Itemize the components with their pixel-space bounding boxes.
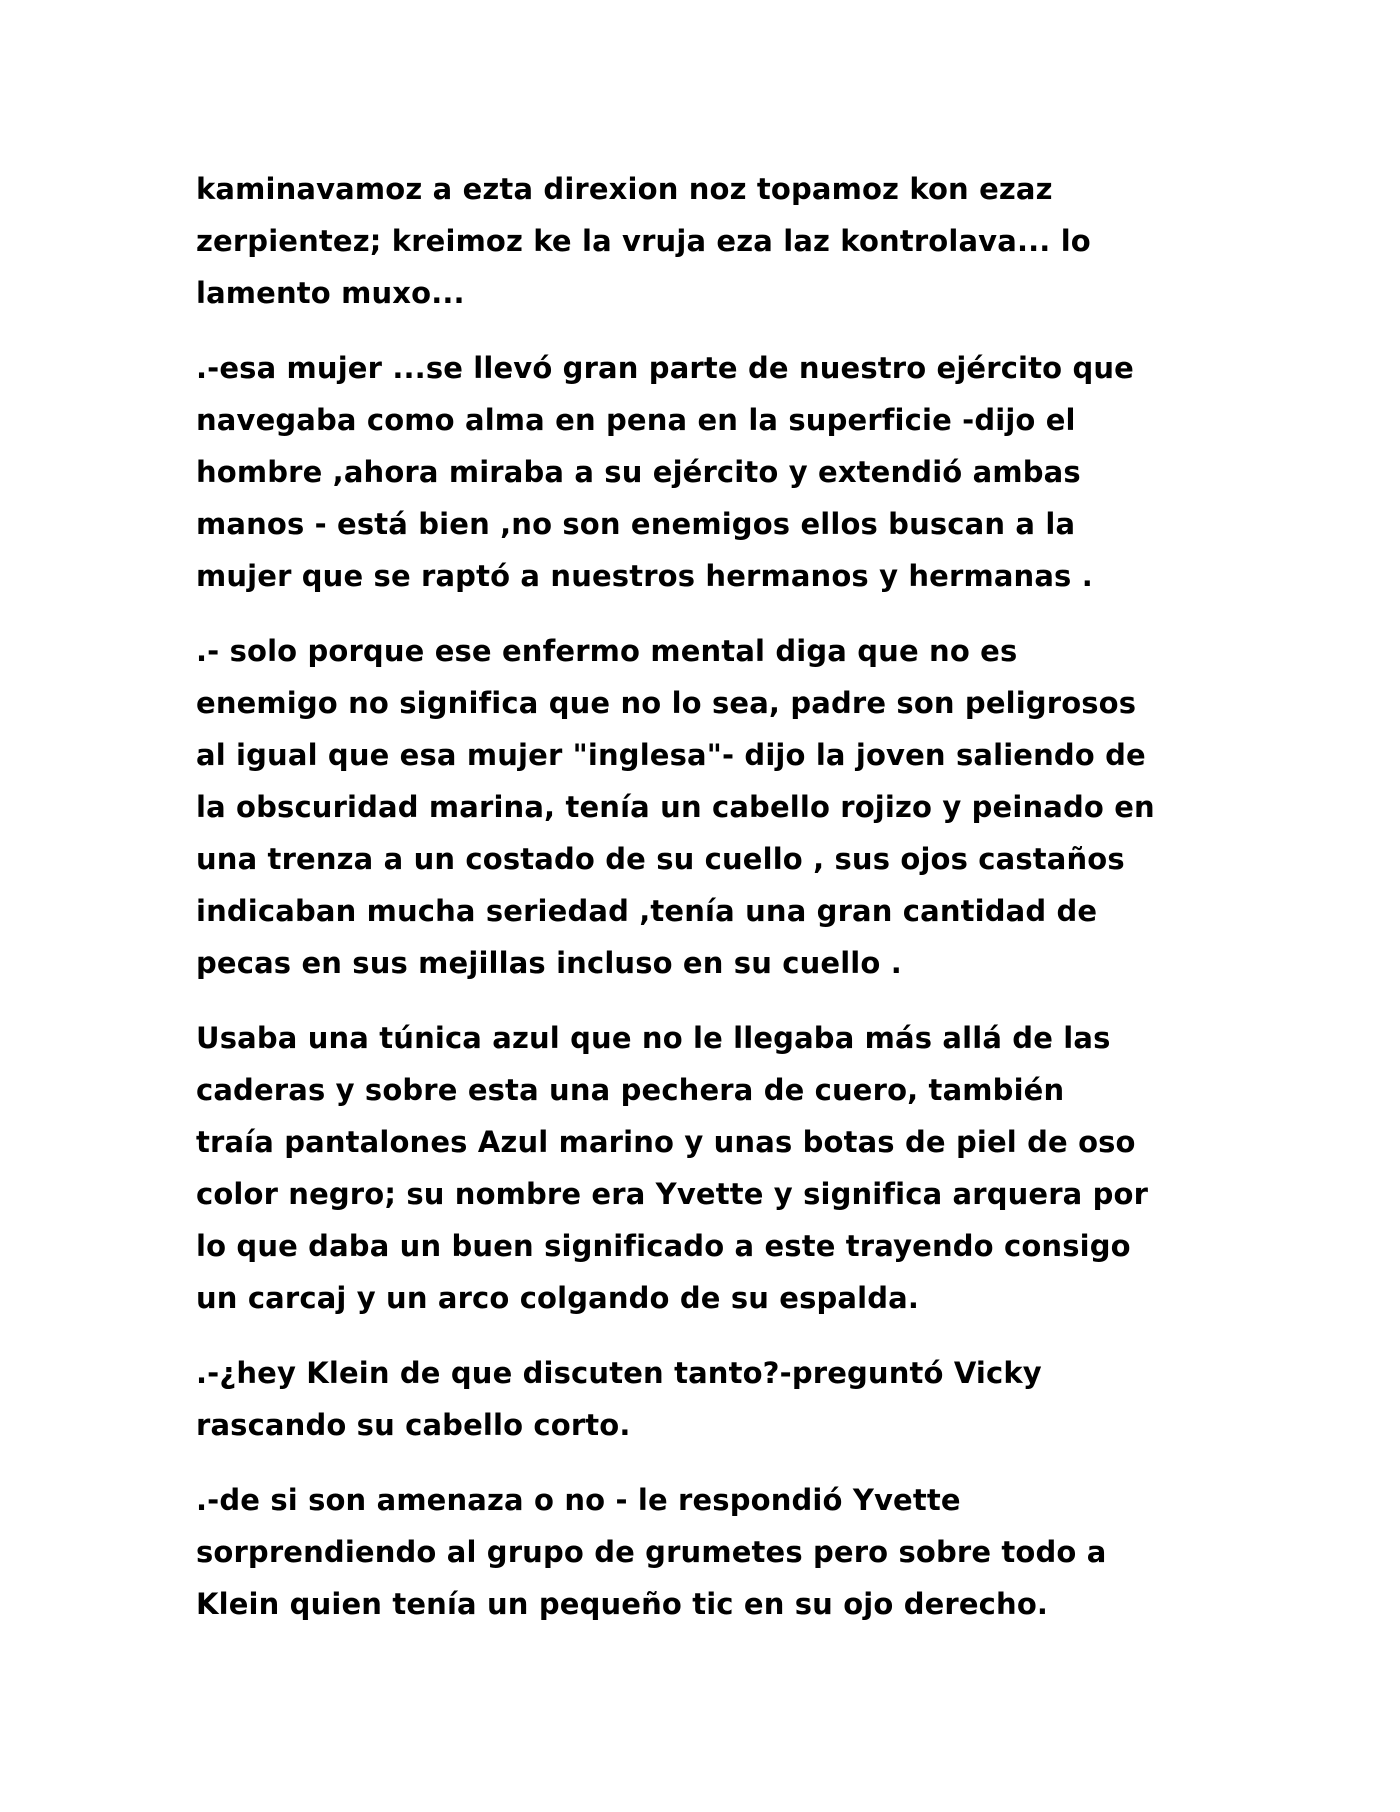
text-line: caderas y sobre esta una pechera de cuero, también <box>196 1073 1065 1107</box>
paragraph-1 <box>196 163 1236 319</box>
paragraph-3 <box>196 625 1236 989</box>
text-line: .-¿hey Klein de que discuten tanto?-preguntó Vicky <box>196 1356 1042 1390</box>
text-line: rascando su cabello corto. <box>196 1408 631 1442</box>
text-line: al igual que esa mujer "inglesa"- dijo la joven saliendo de <box>196 738 1146 772</box>
text-line: enemigo no significa que no lo sea, padre son peligrosos <box>196 686 1137 720</box>
text-line: zerpientez; kreimoz ke la vruja eza laz kontrolava... lo <box>196 224 1091 258</box>
text-line: lo que daba un buen significado a este trayendo consigo <box>196 1229 1131 1263</box>
text-line: color negro; su nombre era Yvette y significa arquera por <box>196 1177 1149 1211</box>
text-line: .-de si son amenaza o no - le respondió Yvette <box>196 1483 961 1517</box>
text-line: pecas en sus mejillas incluso en su cuello . <box>196 946 902 980</box>
paragraph-5 <box>196 1347 1236 1451</box>
text-line: kaminavamoz a ezta direxion noz topamoz kon ezaz <box>196 172 1053 206</box>
text-line: indicaban mucha seriedad ,tenía una gran cantidad de <box>196 894 1098 928</box>
text-line: hombre ,ahora miraba a su ejército y extendió ambas <box>196 455 1081 489</box>
paragraph-2 <box>196 342 1236 602</box>
text-line: sorprendiendo al grupo de grumetes pero sobre todo a <box>196 1535 1107 1569</box>
text-line: lamento muxo... <box>196 276 465 310</box>
text-line: un carcaj y un arco colgando de su espalda. <box>196 1281 920 1315</box>
text-line: navegaba como alma en pena en la superficie -dijo el <box>196 403 1076 437</box>
text-line: Usaba una túnica azul que no le llegaba más allá de las <box>196 1021 1111 1055</box>
text-line: .- solo porque ese enfermo mental diga que no es <box>196 634 1018 668</box>
text-line: traía pantalones Azul marino y unas botas de piel de oso <box>196 1125 1136 1159</box>
document-body <box>196 163 1236 1653</box>
text-line: una trenza a un costado de su cuello , sus ojos castaños <box>196 842 1125 876</box>
text-line: Klein quien tenía un pequeño tic en su ojo derecho. <box>196 1587 1049 1621</box>
text-line: mujer que se raptó a nuestros hermanos y hermanas . <box>196 559 1093 593</box>
paragraph-6 <box>196 1474 1236 1630</box>
text-line: .-esa mujer ...se llevó gran parte de nuestro ejército que <box>196 351 1134 385</box>
text-line: la obscuridad marina, tenía un cabello rojizo y peinado en <box>196 790 1155 824</box>
paragraph-4 <box>196 1012 1236 1324</box>
text-line: manos - está bien ,no son enemigos ellos buscan a la <box>196 507 1076 541</box>
